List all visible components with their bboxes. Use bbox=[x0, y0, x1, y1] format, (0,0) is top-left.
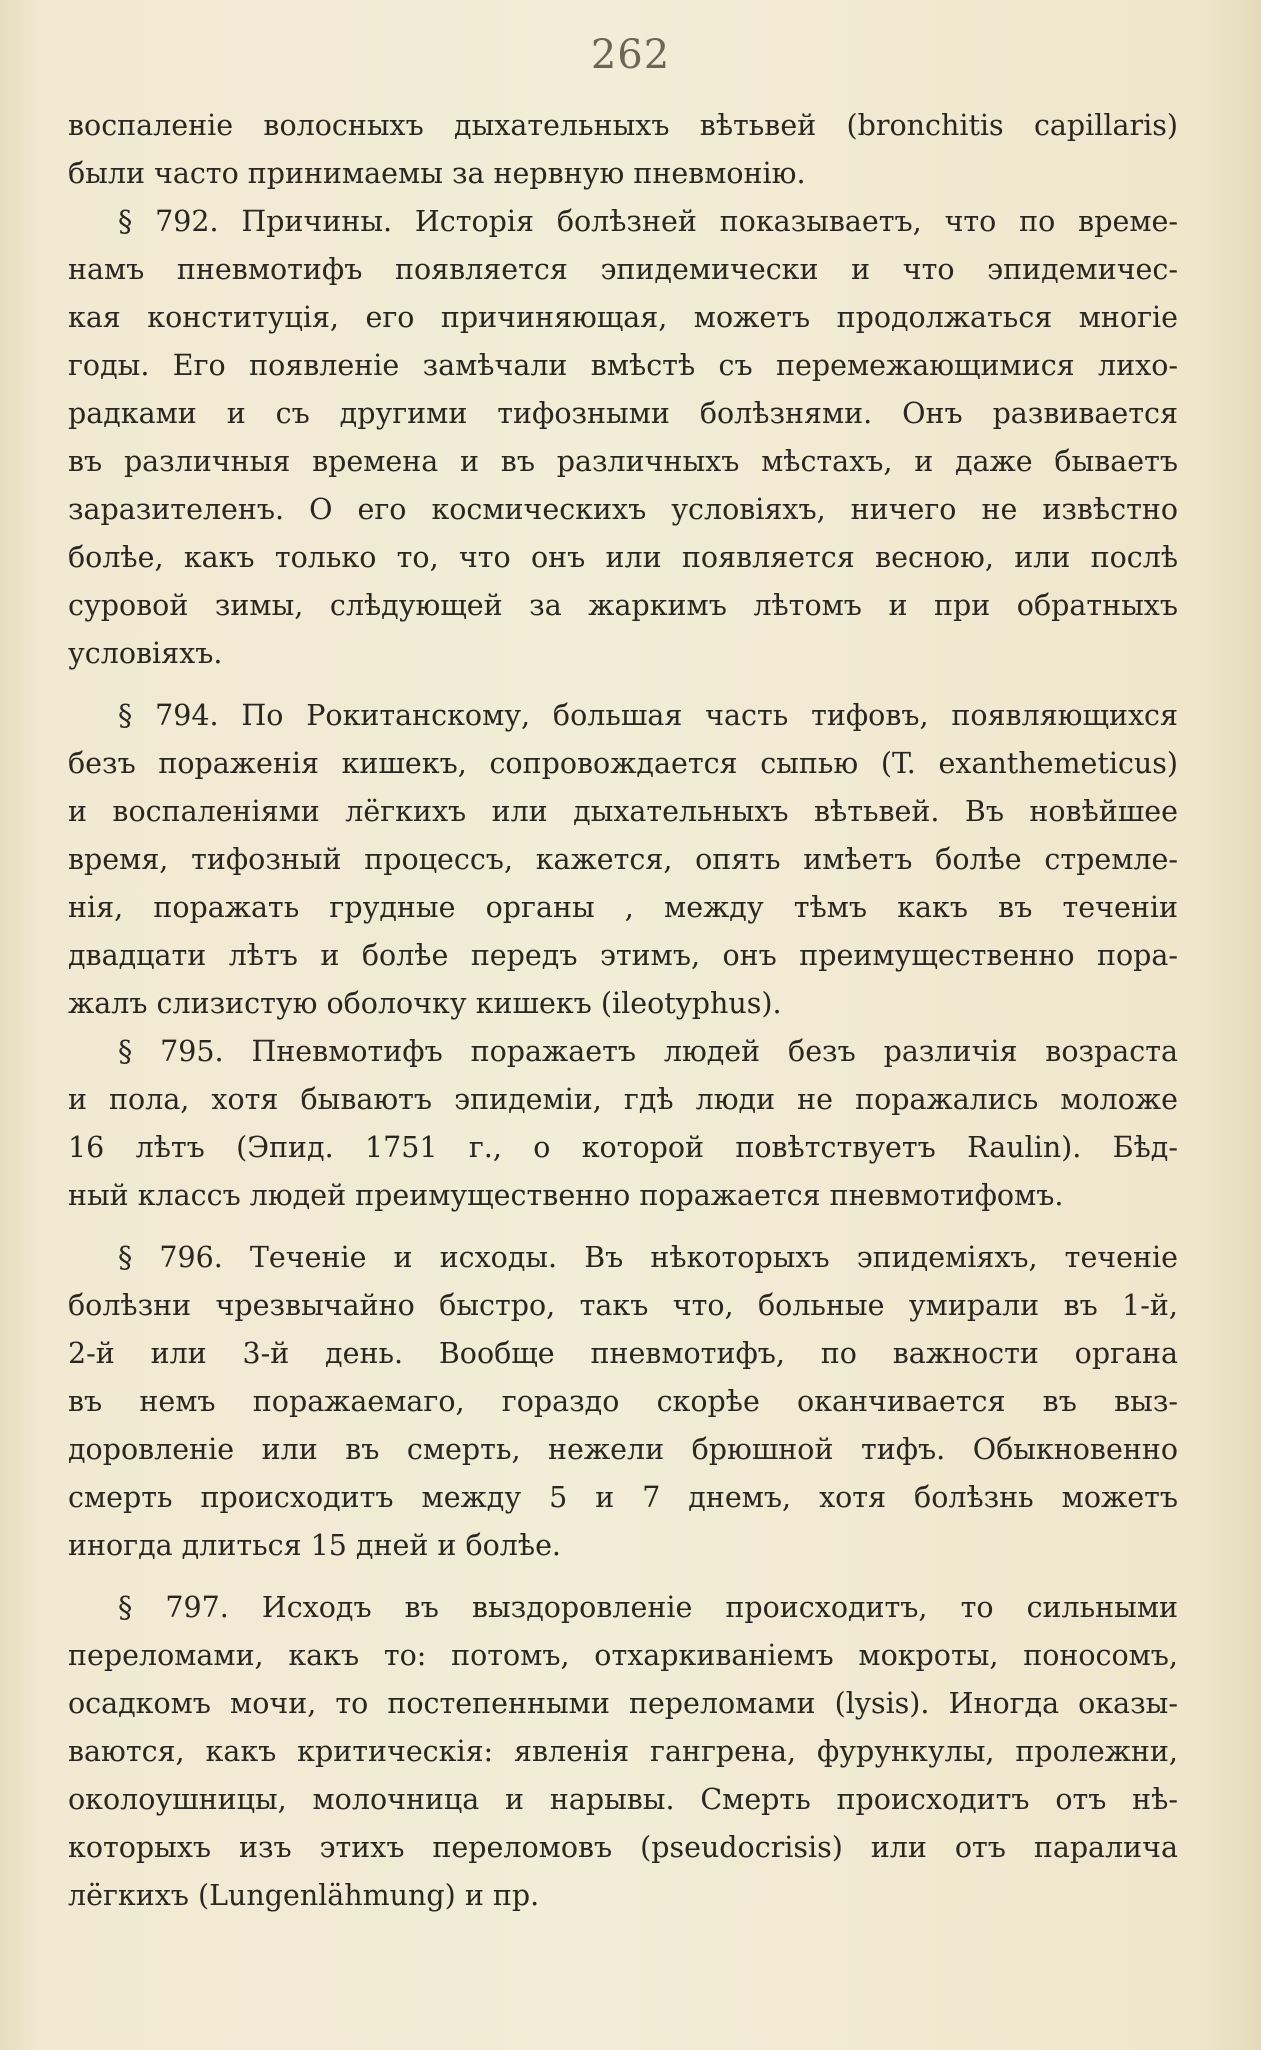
text-line: въ различныя времена и въ различныхъ мѣстахъ, и даже бываетъ bbox=[68, 445, 1178, 478]
text-line: заразителенъ. О его космическихъ условіяхъ, ничего не извѣстно bbox=[68, 493, 1178, 526]
section-795-line: § 795. Пневмотифъ поражаетъ людей безъ различія возраста bbox=[118, 1035, 1178, 1068]
text-line: суровой зимы, слѣдующей за жаркимъ лѣтомъ и при обратныхъ bbox=[68, 589, 1178, 622]
text-line: время, тифозный процессъ, кажется, опять имѣетъ болѣе стремле- bbox=[68, 843, 1178, 876]
text-line: смерть происходитъ между 5 и 7 днемъ, хотя болѣзнь можетъ bbox=[68, 1481, 1178, 1514]
text-line: радками и съ другими тифозными болѣзнями. Онъ развивается bbox=[68, 397, 1178, 430]
text-line: намъ пневмотифъ появляется эпидемически и что эпидемичес- bbox=[68, 253, 1178, 286]
text-line: жалъ слизистую оболочку кишекъ (ileotyphus). bbox=[68, 987, 782, 1020]
text-line: воспаленіе волосныхъ дыхательныхъ вѣтьвей (bronchitis capillaris) bbox=[68, 109, 1178, 142]
text-line: безъ пораженія кишекъ, сопровождается сыпью (T. exanthemeticus) bbox=[68, 747, 1178, 780]
text-line: ваются, какъ критическія: явленія гангрена, фурункулы, пролежни, bbox=[68, 1735, 1178, 1768]
text-line: и воспаленіями лёгкихъ или дыхательныхъ вѣтьвей. Въ новѣйшее bbox=[68, 795, 1178, 828]
section-794-line: § 794. По Рокитанскому, большая часть тифовъ, появляющихся bbox=[118, 699, 1178, 732]
text-line: которыхъ изъ этихъ переломовъ (pseudocrisis) или отъ паралича bbox=[68, 1831, 1178, 1864]
text-line: и пола, хотя бываютъ эпидеміи, гдѣ люди не поражались моложе bbox=[68, 1083, 1178, 1116]
body-text bbox=[68, 102, 1178, 1920]
text-line: осадкомъ мочи, то постепенными переломами (lysis). Иногда оказы- bbox=[68, 1687, 1178, 1720]
text-line: условіяхъ. bbox=[68, 637, 223, 670]
text-line: 2-й или 3-й день. Вообще пневмотифъ, по важности органа bbox=[68, 1337, 1178, 1370]
text-line: доровленіе или въ смерть, нежели брюшной тифъ. Обыкновенно bbox=[68, 1433, 1178, 1466]
section-796-line: § 796. Теченіе и исходы. Въ нѣкоторыхъ эпидеміяхъ, теченіе bbox=[118, 1241, 1178, 1274]
text-line: двадцати лѣтъ и болѣе передъ этимъ, онъ преимущественно пора- bbox=[68, 939, 1178, 972]
text-line: были часто принимаемы за нервную пневмонію. bbox=[68, 157, 806, 190]
text-line: болѣе, какъ только то, что онъ или появляется весною, или послѣ bbox=[68, 541, 1178, 574]
text-line: кая конституція, его причиняющая, можетъ продолжаться многіе bbox=[68, 301, 1178, 334]
text-line: ный классъ людей преимущественно поражается пневмотифомъ. bbox=[68, 1179, 1064, 1212]
page-number: 262 bbox=[590, 32, 671, 78]
text-line: 16 лѣтъ (Эпид. 1751 г., о которой повѣтствуетъ Raulin). Бѣд- bbox=[68, 1131, 1178, 1164]
text-line: лёгкихъ (Lungenlähmung) и пр. bbox=[68, 1879, 540, 1912]
section-792-heading-line: § 792. Причины. Исторія болѣзней показываетъ, что по време- bbox=[118, 205, 1178, 238]
section-797-line: § 797. Исходъ въ выздоровленіе происходитъ, то сильными bbox=[118, 1591, 1178, 1624]
text-line: въ немъ поражаемаго, гораздо скорѣе оканчивается въ выз- bbox=[68, 1385, 1178, 1418]
text-line: годы. Его появленіе замѣчали вмѣстѣ съ перемежающимися лихо- bbox=[68, 349, 1178, 382]
text-line: болѣзни чрезвычайно быстро, такъ что, больные умирали въ 1-й, bbox=[68, 1289, 1178, 1322]
text-line: переломами, какъ то: потомъ, отхаркиваніемъ мокроты, поносомъ, bbox=[68, 1639, 1178, 1672]
text-line: иногда длиться 15 дней и болѣе. bbox=[68, 1529, 561, 1562]
text-line: околоушницы, молочница и нарывы. Смерть происходитъ отъ нѣ- bbox=[68, 1783, 1178, 1816]
text-line: нія, поражать грудные органы , между тѣмъ какъ въ теченіи bbox=[68, 891, 1178, 924]
